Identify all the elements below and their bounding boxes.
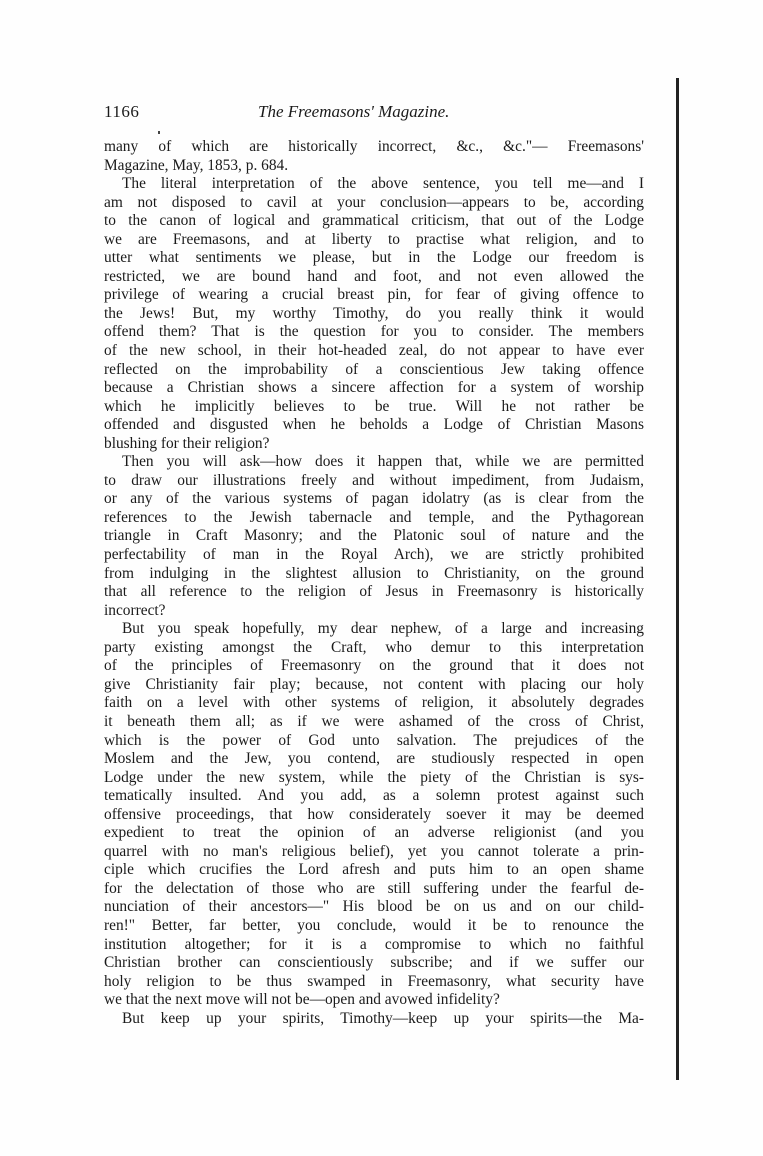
text-line: offend them? That is the question for you to consider. The members	[104, 323, 644, 341]
text-line: for the delectation of those who are still suffering under the fearful de-	[104, 879, 644, 897]
text-line: tematically insulted. And you add, as a solemn protest against such	[104, 787, 644, 805]
text-line: to the canon of logical and grammatical criticism, that out of the Lodge	[104, 212, 644, 230]
text-line: or any of the various systems of pagan idolatry (as is clear from the	[104, 490, 644, 508]
text-line: triangle in Craft Masonry; and the Platonic soul of nature and the	[104, 527, 644, 545]
print-speck	[158, 131, 160, 134]
text-line: incorrect?	[104, 601, 166, 619]
text-line: faith on a level with other systems of religion, it absolutely degrades	[104, 694, 644, 712]
text-line: But you speak hopefully, my dear nephew, of a large and increasing	[122, 620, 644, 638]
text-line: many of which are historically incorrect, &c., &c."— Freemasons'	[104, 138, 644, 155]
text-line: Moslem and the Jew, you contend, are studiously respected in open	[104, 750, 644, 768]
text-line: from indulging in the slightest allusion to Christianity, on the ground	[104, 564, 644, 582]
text-line: it beneath them all; as if we were ashamed of the cross of Christ,	[104, 712, 644, 730]
text-line: holy religion to be thus swamped in Freemasonry, what security have	[104, 972, 644, 990]
text-line: institution altogether; for it is a compromise to which no faithful	[104, 935, 644, 953]
text-line: quarrel with no man's religious belief), yet you cannot tolerate a prin-	[104, 842, 644, 860]
running-title: The Freemasons' Magazine.	[258, 102, 450, 121]
text-line: The literal interpretation of the above sentence, you tell me—and I	[122, 175, 644, 193]
text-line: Magazine, May, 1853, p. 684.	[104, 156, 289, 174]
text-line: which is the power of God unto salvation. The prejudices of the	[104, 731, 644, 749]
text-line: Christian brother can conscientiously subscribe; and if we suffer our	[104, 954, 644, 972]
text-line: the Jews! But, my worthy Timothy, do you really think it would	[104, 304, 644, 322]
text-line: utter what sentiments we please, but in the Lodge our freedom is	[104, 249, 644, 267]
text-line: party existing amongst the Craft, who demur to this interpretation	[104, 638, 644, 656]
page-number: 1166	[104, 102, 140, 121]
text-line: of the principles of Freemasonry on the ground that it does not	[104, 657, 644, 675]
text-line: ciple which crucifies the Lord afresh and puts him to an open shame	[104, 861, 644, 879]
text-line: ren!" Better, far better, you conclude, would it be to renounce the	[104, 916, 644, 934]
text-line: we that the next move will not be—open and avowed infidelity?	[104, 991, 500, 1009]
text-line: nunciation of their ancestors—" His blood be on us and on our child-	[104, 898, 644, 916]
text-line: perfectability of man in the Royal Arch), we are strictly prohibited	[104, 546, 644, 564]
text-line: restricted, we are bound hand and foot, and not even allowed the	[104, 267, 644, 285]
text-line: blushing for their religion?	[104, 434, 270, 452]
text-line: Then you will ask—how does it happen that, while we are permitted	[122, 453, 644, 471]
text-line: offended and disgusted when he beholds a Lodge of Christian Masons	[104, 416, 644, 434]
text-line: we are Freemasons, and at liberty to practise what religion, and to	[104, 230, 644, 248]
text-line: to draw our illustrations freely and without impediment, from Judaism,	[104, 471, 644, 489]
page-edge-rule	[676, 78, 679, 1080]
text-line: that all reference to the religion of Jesus in Freemasonry is historically	[104, 583, 644, 601]
text-line: reflected on the improbability of a conscientious Jew taking offence	[104, 360, 644, 378]
text-line: But keep up your spirits, Timothy—keep up your spirits—the Ma-	[122, 1009, 644, 1027]
body-text	[104, 138, 644, 1028]
text-line: offensive proceedings, that how considerately soever it may be deemed	[104, 805, 644, 823]
text-line: expedient to treat the opinion of an adverse religionist (and you	[104, 824, 644, 842]
text-line: privilege of wearing a crucial breast pin, for fear of giving offence to	[104, 286, 644, 304]
text-line: which he implicitly believes to be true. Will he not rather be	[104, 397, 644, 415]
text-line: of the new school, in their hot-headed zeal, do not appear to have ever	[104, 342, 644, 360]
text-line: references to the Jewish tabernacle and temple, and the Pythagorean	[104, 508, 644, 526]
text-line: give Christianity fair play; because, not content with placing our holy	[104, 675, 644, 693]
text-line: because a Christian shows a sincere affection for a system of worship	[104, 379, 644, 397]
text-line: Lodge under the new system, while the piety of the Christian is sys-	[104, 768, 644, 786]
text-line: am not disposed to cavil at your conclusion—appears to be, according	[104, 193, 644, 211]
page-header	[104, 102, 664, 126]
